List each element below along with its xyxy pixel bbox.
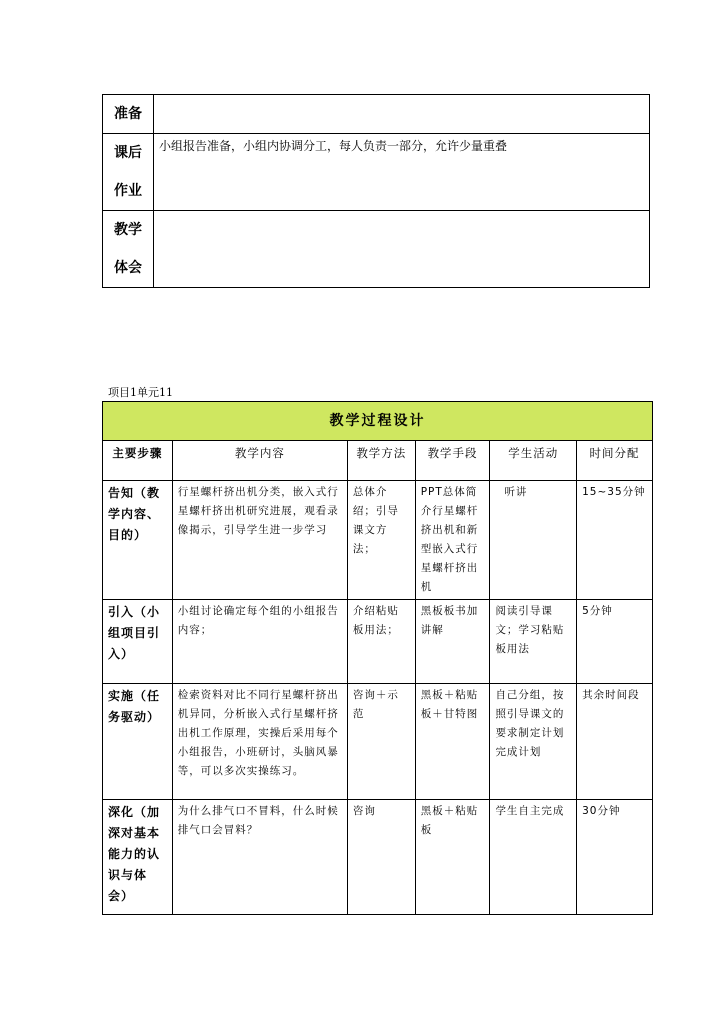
content-cell: 检索资料对比不同行星螺杆挤出机异同，分析嵌入式行星螺杆挤出机工作原理，实操后采用每个小组报告，小班研讨，头脑风暴等，可以多次实操练习。: [172, 684, 347, 800]
table-row: [103, 211, 650, 288]
method-cell: 总体介绍；引导课文方法；: [347, 481, 415, 600]
time-cell: 其余时间段: [577, 684, 653, 800]
table-row: [103, 684, 653, 800]
activity-cell: 自己分组，按照引导课文的要求制定计划完成计划: [490, 684, 577, 800]
table-caption: 项目1单元11: [108, 386, 173, 399]
time-cell: 30分钟: [577, 800, 653, 915]
activity-cell: 学生自主完成: [490, 800, 577, 915]
method-cell: 咨询: [347, 800, 415, 915]
header-method: 教学方法: [347, 441, 415, 481]
means-cell: 黑板＋粘贴板＋甘特图: [415, 684, 490, 800]
activity-cell: 阅读引导课文；学习粘贴板用法: [490, 600, 577, 684]
header-row: [103, 441, 653, 481]
step-cell: 实施（任务驱动）: [103, 684, 173, 800]
table-row: [103, 134, 650, 211]
means-cell: 黑板板书加讲解: [415, 600, 490, 684]
method-cell: 咨询＋示范: [347, 684, 415, 800]
table-title: 教学过程设计: [103, 402, 653, 441]
table-row: [103, 402, 653, 441]
step-cell: 引入（小组项目引入）: [103, 600, 173, 684]
process-table: [102, 401, 653, 915]
top-table: [102, 94, 650, 288]
row-text-homework: 小组报告准备，小组内协调分工，每人负责一部分，允许少量重叠: [154, 134, 650, 211]
row-label-prep: 准备: [103, 95, 154, 134]
header-activity: 学生活动: [490, 441, 577, 481]
header-means: 教学手段: [415, 441, 490, 481]
header-step: 主要步骤: [103, 441, 173, 481]
row-text-prep: [154, 95, 650, 134]
method-cell: 介绍粘贴板用法；: [347, 600, 415, 684]
header-content: 教学内容: [172, 441, 347, 481]
row-label-homework: 课后 作业: [103, 134, 154, 211]
step-cell: 告知（教学内容、目的）: [103, 481, 173, 600]
table-row: [103, 800, 653, 915]
means-cell: PPT总体简介行星螺杆挤出机和新型嵌入式行星螺杆挤出机: [415, 481, 490, 600]
content-cell: 为什么排气口不冒料，什么时候排气口会冒料？: [172, 800, 347, 915]
table-row: [103, 600, 653, 684]
content-cell: 小组讨论确定每个组的小组报告内容；: [172, 600, 347, 684]
content-cell: 行星螺杆挤出机分类，嵌入式行星螺杆挤出机研究进展，观看录像揭示，引导学生进一步学习: [172, 481, 347, 600]
means-cell: 黑板＋粘贴板: [415, 800, 490, 915]
time-cell: 5分钟: [577, 600, 653, 684]
row-label-reflection: 教学 体会: [103, 211, 154, 288]
table-row: [103, 481, 653, 600]
step-cell: 深化（加深对基本能力的认识与体会）: [103, 800, 173, 915]
activity-cell: 听讲: [490, 481, 577, 600]
time-cell: 15~35分钟: [577, 481, 653, 600]
table-row: [103, 95, 650, 134]
row-text-reflection: [154, 211, 650, 288]
header-time: 时间分配: [577, 441, 653, 481]
